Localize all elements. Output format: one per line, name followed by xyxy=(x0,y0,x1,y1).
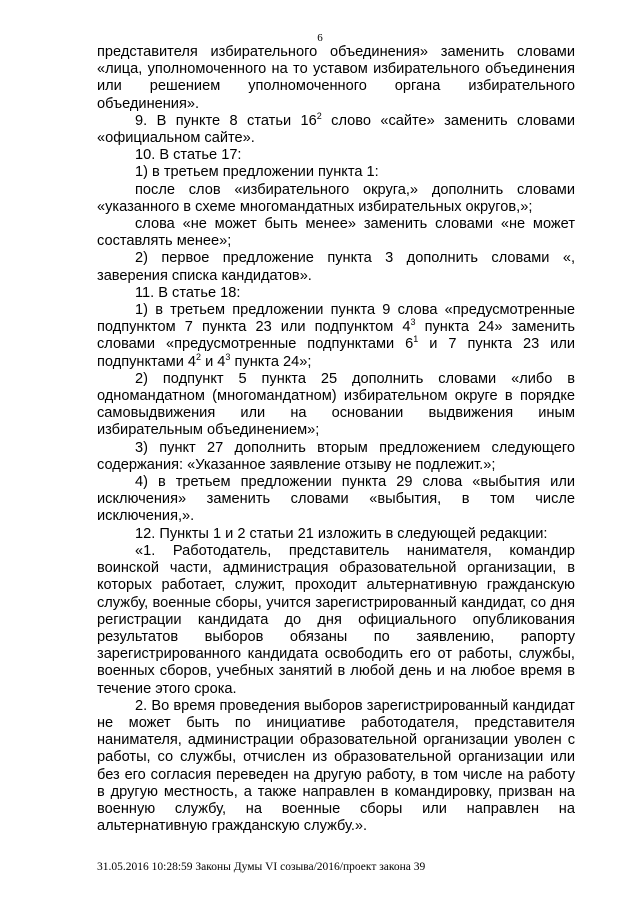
document-body xyxy=(97,44,575,835)
footer-file-path: 31.05.2016 10:28:59 Законы Думы VI созыва/2016/проект закона 39 xyxy=(97,861,426,873)
paragraph: 2) первое предложение пункта 3 дополнить словами «, заверения списка кандидатов». xyxy=(97,250,575,284)
page-number: 6 xyxy=(317,32,323,44)
paragraph: 11. В статье 18: xyxy=(135,284,241,301)
paragraph: 4) в третьем предложении пункта 29 слова «выбытия или исключения» заменить словами «выбытия, в том числе исключения,». xyxy=(97,474,575,525)
paragraph: 10. В статье 17: xyxy=(135,147,242,164)
paragraph: 1) в третьем предложении пункта 1: xyxy=(135,164,379,181)
paragraph: слова «не может быть менее» заменить словами «не может составлять менее»; xyxy=(97,216,575,250)
paragraph: 9. В пункте 8 статьи $16^2$ слово «сайте» заменить словами «официальном сайте». xyxy=(97,110,576,147)
paragraph: 1) в третьем предложении пункта 9 слова «предусмотренные подпунктом 7 пункта 23 или подпунктом $4^3$ пункта 24» заменить словами «предусмотренные подпунктами $6^1$ и 7 пункта 23 или подпунктами $4^2$ и $4^3$ пункта 24»; xyxy=(97,302,575,370)
paragraph: 12. Пункты 1 и 2 статьи 21 изложить в следующей редакции: xyxy=(135,525,548,542)
paragraph: представителя избирательного объединения» заменить словами «лица, уполномоченного на то уставом избирательного объединения или решением уполномоченного органа избирательного объединения». xyxy=(97,44,575,112)
paragraph: «1. Работодатель, представитель нанимателя, командир воинской части, администрация образовательной организации, в которых работает, служит, проходит альтернативную гражданскую службу, военные сборы, учится зарегистрированный кандидат, со дня регистрации кандидата до дня официального опубликования результатов выборов обязаны по заявлению, рапорту зарегистрированного кандидата освободить его от работы, службы, военных сборов, учебных занятий в любой день и на любое время в течение этого срока. xyxy=(97,542,575,697)
paragraph: 3) пункт 27 дополнить вторым предложением следующего содержания: «Указанное заявление отзыву не подлежит.»; xyxy=(97,439,575,473)
paragraph: после слов «избирательного округа,» дополнить словами «указанного в схеме многомандатных избирательных округов,»; xyxy=(97,181,575,215)
paragraph: 2) подпункт 5 пункта 25 дополнить словами «либо в одномандатном (многомандатном) избирательном округе в порядке самовыдвижения или на основании выдвижения иным избирательным объединением»; xyxy=(97,370,575,439)
paragraph: 2. Во время проведения выборов зарегистрированный кандидат не может быть по инициативе работодателя, представителя нанимателя, администрации образовательной организации уволен с работы, со службы, отчислен из образовательной организации или без его согласия переведен на другую работу, в том числе на работу в другую местность, а также направлен в командировку, призван на военную службу, на военные сборы или направлен на альтернативную гражданскую службу.». xyxy=(97,697,575,835)
